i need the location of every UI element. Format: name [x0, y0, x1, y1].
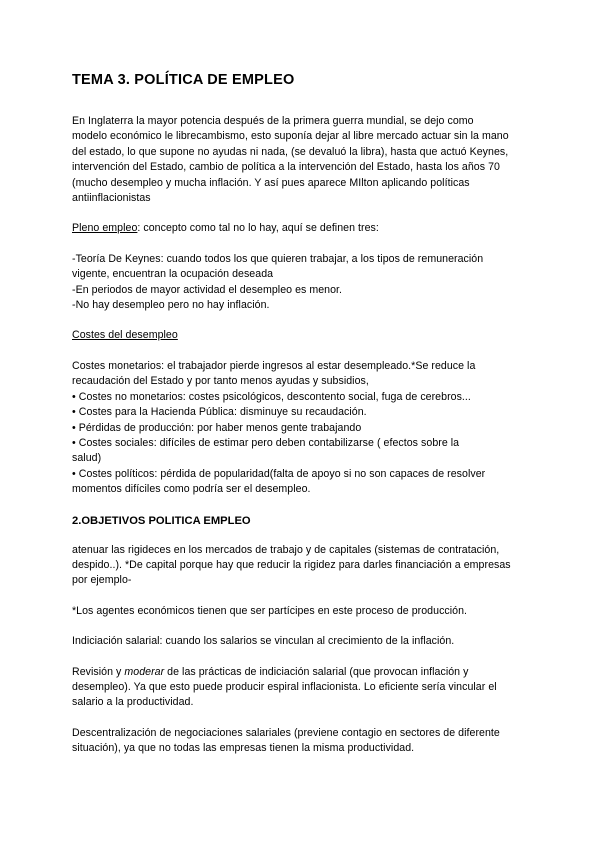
objetivos-line: atenuar las rigideces en los mercados de trabajo y de capitales (sistemas de contratación,: [72, 543, 500, 556]
objetivos-line: *Los agentes económicos tienen que ser partícipes en este proceso de producción.: [72, 604, 468, 617]
pleno-empleo-definition-text: : concepto como tal no lo hay, aquí se definen tres:: [137, 222, 379, 235]
objetivos-paragraph-5: [72, 726, 530, 757]
objetivos-paragraph-4: [72, 665, 530, 711]
objetivos-line: Descentralización de negociaciones salariales (previene contagio en sectores de diferente: [72, 726, 500, 739]
objetivos-line: desempleo). Ya que esto puede producir espiral inflacionista. Lo eficiente sería vincular el: [72, 680, 497, 693]
pleno-empleo-item: -En periodos de mayor actividad el desempleo es menor.: [72, 283, 343, 296]
costes-line: momentos difíciles como podría ser el desempleo.: [72, 483, 311, 496]
objetivos-line: situación), ya que no todas las empresas tienen la misma productividad.: [72, 742, 415, 755]
costes-line: Costes monetarios: el trabajador pierde ingresos al estar desempleado.*Se reduce la: [72, 359, 476, 372]
page-title: TEMA 3. POLÍTICA DE EMPLEO: [72, 72, 295, 88]
intro-line: En Inglaterra la mayor potencia después de la primera guerra mundial, se dejo como: [72, 115, 474, 127]
costes-line: • Pérdidas de producción: por haber menos gente trabajando: [72, 421, 362, 434]
costes-line: • Costes no monetarios: costes psicológicos, descontento social, fuga de cerebros...: [72, 390, 471, 403]
costes-line: salud): [72, 452, 102, 465]
objetivos-line: [72, 665, 530, 680]
objetivos-p4-rest: de las prácticas de indiciación salarial (que provocan inflación y: [164, 665, 469, 678]
costes-heading: [72, 328, 530, 343]
objetivos-heading: 2.OBJETIVOS POLITICA EMPLEO: [72, 514, 251, 527]
pleno-empleo-term: Pleno empleo: [72, 222, 138, 235]
intro-paragraph: [72, 114, 530, 206]
objetivos-p4-start: Revisión y: [72, 665, 125, 678]
intro-line: (mucho desempleo y mucha inflación. Y así pues aparece MIlton aplicando políticas: [72, 176, 470, 189]
costes-line: • Costes políticos: pérdida de popularidad(falta de apoyo si no son capaces de resolver: [72, 467, 486, 480]
costes-line: • Costes sociales: difíciles de estimar pero deben contabilizarse ( efectos sobre la: [72, 436, 460, 449]
intro-line: antiinflacionistas: [72, 192, 151, 205]
pleno-empleo-item: -Teoría De Keynes: cuando todos los que quieren trabajar, a los tipos de remuneración: [72, 252, 484, 265]
costes-line: • Costes para la Hacienda Pública: disminuye su recaudación.: [72, 406, 367, 419]
objetivos-paragraph-1: [72, 543, 530, 589]
objetivos-line: por ejemplo-: [72, 574, 132, 587]
costes-line: recaudación del Estado y por tanto menos ayudas y subsidios,: [72, 375, 369, 388]
intro-line: modelo económico le librecambismo, esto suponía dejar al libre mercado actuar sin la mano: [72, 130, 509, 143]
pleno-empleo-list: [72, 252, 530, 314]
objetivos-p4-emphasis: moderar: [124, 665, 165, 678]
costes-heading-text: Costes del desempleo: [72, 329, 178, 342]
objetivos-line: salario a la productividad.: [72, 696, 194, 709]
intro-line: intervención del Estado, cambio de política a la intervención del Estado, hasta los años 70: [72, 161, 500, 174]
objetivos-paragraph-2: [72, 604, 530, 619]
objetivos-line: despido..). *De capital porque hay que reducir la rigidez para darles financiación a empresas: [72, 558, 511, 571]
objetivos-paragraph-3: [72, 634, 530, 649]
pleno-empleo-item: vigente, encuentran la ocupación deseada: [72, 268, 274, 281]
objetivos-line: Indiciación salarial: cuando los salarios se vinculan al crecimiento de la inflación.: [72, 635, 455, 648]
costes-list: [72, 359, 530, 498]
pleno-empleo-item: -No hay desempleo pero no hay inflación.: [72, 299, 270, 312]
intro-line: del estado, lo que supone no ayudas ni nada, (se devaluó la libra), hasta que actuó Keynes,: [72, 145, 509, 158]
pleno-empleo-definition: [72, 221, 530, 236]
